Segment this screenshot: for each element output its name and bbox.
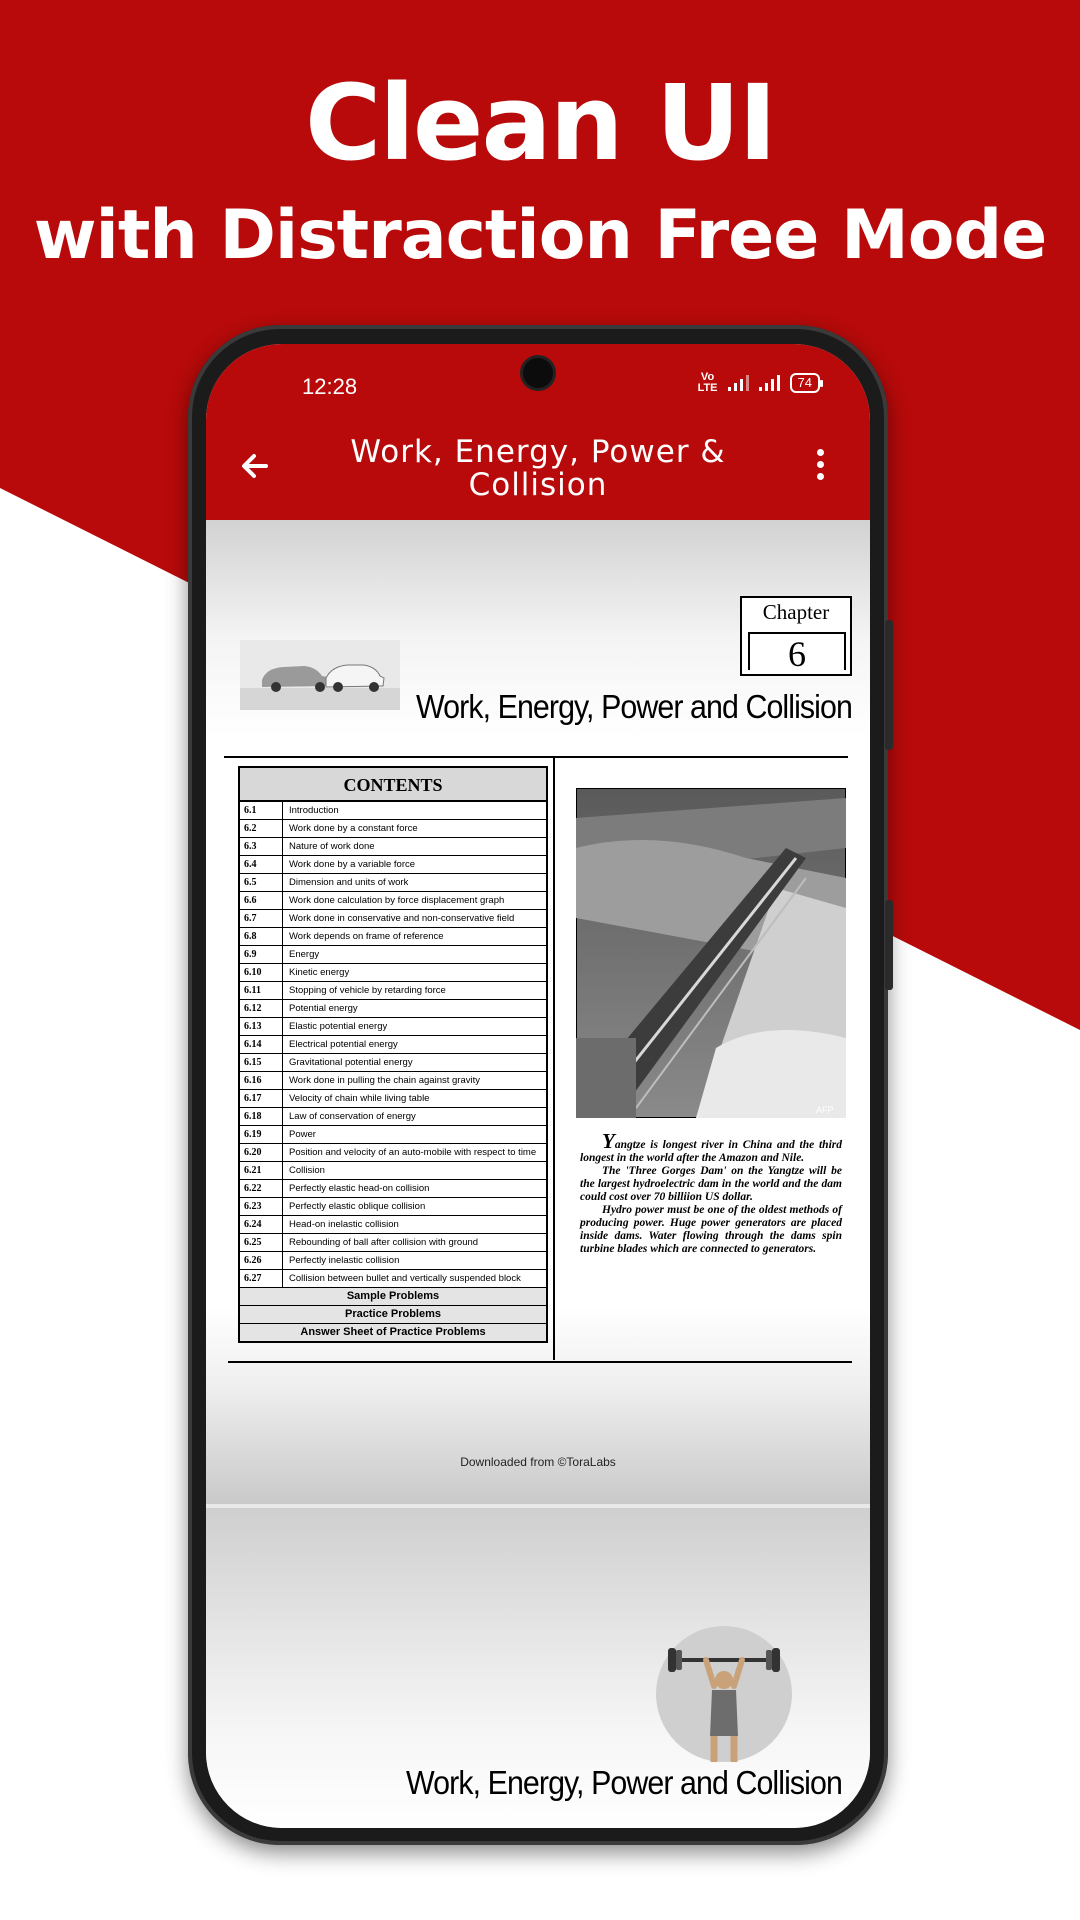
contents-heading: CONTENTS — [240, 768, 546, 802]
contents-row-text: Potential energy — [289, 1003, 358, 1014]
dam-caption — [580, 1129, 842, 1256]
contents-row — [240, 874, 546, 892]
more-vertical-icon[interactable] — [812, 446, 828, 490]
contents-row-text: Work done by a variable force — [289, 859, 416, 870]
contents-row-number: 6.26 — [240, 1252, 283, 1269]
contents-row — [240, 856, 546, 874]
contents-row-text: Work done by a constant force — [289, 823, 418, 834]
contents-row-text: Law of conservation of energy — [289, 1111, 416, 1122]
contents-row-number: 6.15 — [240, 1054, 283, 1071]
contents-row — [240, 1180, 546, 1198]
contents-row-text: Work depends on frame of reference — [289, 931, 444, 942]
contents-row — [240, 1144, 546, 1162]
contents-row-text: Collision between bullet and vertically suspended block — [289, 1273, 521, 1284]
contents-row-number: 6.16 — [240, 1072, 283, 1089]
contents-row-text: Work done calculation by force displacement graph — [289, 895, 505, 906]
chapter-label: Chapter — [762, 600, 830, 624]
contents-row-text: Gravitational potential energy — [289, 1057, 413, 1068]
contents-row-text: Power — [289, 1129, 316, 1140]
contents-footer-item: Sample Problems — [240, 1288, 546, 1306]
contents-row — [240, 982, 546, 1000]
contents-row-number: 6.8 — [240, 928, 283, 945]
download-note: Downloaded from ©ToraLabs — [460, 1455, 616, 1469]
contents-row-number: 6.4 — [240, 856, 283, 873]
contents-row-number: 6.22 — [240, 1180, 283, 1197]
contents-row — [240, 1252, 546, 1270]
car-collision-image — [240, 640, 400, 710]
contents-row-number: 6.2 — [240, 820, 283, 837]
app-bar-title: Work, Energy, Power & Collision — [350, 434, 726, 503]
contents-row-text: Collision — [289, 1165, 325, 1176]
contents-row — [240, 820, 546, 838]
contents-row-text: Introduction — [289, 805, 339, 816]
weightlifter-illustration — [654, 1624, 794, 1764]
contents-row — [240, 910, 546, 928]
back-arrow-icon[interactable] — [236, 444, 280, 488]
volte-icon: Vo LTE — [697, 371, 718, 394]
contents-row-text: Position and velocity of an auto-mobile with respect to time — [289, 1147, 537, 1158]
contents-row-number: 6.9 — [240, 946, 283, 963]
contents-row-number: 6.14 — [240, 1036, 283, 1053]
contents-table — [238, 766, 548, 1343]
contents-row — [240, 1090, 546, 1108]
contents-row-number: 6.21 — [240, 1162, 283, 1179]
contents-row — [240, 1234, 546, 1252]
contents-row-number: 6.12 — [240, 1000, 283, 1017]
promo-headline: Clean UI — [304, 62, 776, 184]
contents-footer-item: Practice Problems — [240, 1306, 546, 1324]
contents-row-number: 6.18 — [240, 1108, 283, 1125]
contents-row — [240, 1270, 546, 1288]
pdf-page-2[interactable] — [206, 1508, 870, 1828]
contents-row — [240, 1072, 546, 1090]
contents-row-text: Elastic potential energy — [289, 1021, 388, 1032]
divider-vertical — [553, 756, 555, 1360]
contents-row — [240, 928, 546, 946]
contents-row-text: Work done in pulling the chain against gravity — [289, 1075, 480, 1086]
contents-row — [240, 1000, 546, 1018]
caption-paragraph-2: The 'Three Gorges Dam' on the Yangtze will be the largest hydroelectric dam in the world and the dam could cost over 70 billiion US dollar. — [580, 1165, 842, 1203]
front-camera — [523, 358, 553, 388]
status-time: 12:28 — [302, 374, 358, 399]
contents-row-number: 6.5 — [240, 874, 283, 891]
contents-row — [240, 892, 546, 910]
contents-row-text: Stopping of vehicle by retarding force — [289, 985, 446, 996]
contents-row-number: 6.20 — [240, 1144, 283, 1161]
contents-row — [240, 1216, 546, 1234]
contents-row — [240, 838, 546, 856]
chapter-number: 6 — [748, 632, 846, 670]
contents-row — [240, 1036, 546, 1054]
caption-paragraph-1: angtze is longest river in China and the third longest in the world after the Amazon and Nile. — [580, 1139, 842, 1164]
contents-row — [240, 1018, 546, 1036]
caption-paragraph-3: Hydro power must be one of the oldest methods of producing power. Huge power generators are placed inside dams. Water flowing through the dams spin turbine blades which are connected to generators. — [580, 1204, 842, 1255]
contents-row-text: Work done in conservative and non-conservative field — [289, 913, 515, 924]
divider-top — [224, 756, 848, 758]
contents-row-number: 6.7 — [240, 910, 283, 927]
divider-bottom — [228, 1361, 852, 1363]
contents-row — [240, 802, 546, 820]
contents-row-text: Nature of work done — [289, 841, 375, 852]
phone-screen — [206, 344, 870, 1828]
chapter-title-page-2: Work, Energy, Power and Collision — [406, 1764, 842, 1801]
contents-row-text: Head-on inelastic collision — [289, 1219, 399, 1230]
pdf-page-1[interactable] — [206, 520, 870, 1504]
contents-row — [240, 1126, 546, 1144]
contents-row-number: 6.19 — [240, 1126, 283, 1143]
contents-row — [240, 1108, 546, 1126]
contents-row-text: Perfectly inelastic collision — [289, 1255, 400, 1266]
promo-subheadline: with Distraction Free Mode — [33, 196, 1047, 275]
image-credit: AFP — [816, 1105, 834, 1115]
status-icons — [698, 372, 820, 394]
contents-row-text: Rebounding of ball after collision with ground — [289, 1237, 479, 1248]
signal-icon — [728, 375, 749, 391]
contents-row-number: 6.1 — [240, 802, 283, 819]
battery-icon: 74 — [790, 373, 820, 393]
contents-row-text: Energy — [289, 949, 320, 960]
contents-row-number: 6.10 — [240, 964, 283, 981]
contents-row-number: 6.24 — [240, 1216, 283, 1233]
chapter-title: Work, Energy, Power and Collision — [416, 688, 852, 725]
chapter-box — [740, 596, 852, 676]
contents-row-text: Perfectly elastic head-on collision — [289, 1183, 430, 1194]
app-bar — [206, 344, 870, 520]
contents-row — [240, 1054, 546, 1072]
three-gorges-dam-photo — [576, 788, 846, 1118]
contents-row-number: 6.6 — [240, 892, 283, 909]
contents-row-text: Kinetic energy — [289, 967, 350, 978]
contents-row-number: 6.17 — [240, 1090, 283, 1107]
phone-volume-button — [885, 620, 893, 750]
contents-row-text: Velocity of chain while living table — [289, 1093, 430, 1104]
signal-icon-2 — [759, 375, 780, 391]
contents-row-number: 6.23 — [240, 1198, 283, 1215]
contents-row — [240, 964, 546, 982]
contents-row-text: Electrical potential energy — [289, 1039, 398, 1050]
contents-footer-item: Answer Sheet of Practice Problems — [240, 1324, 546, 1341]
contents-row-number: 6.11 — [240, 982, 283, 999]
contents-row-number: 6.25 — [240, 1234, 283, 1251]
contents-row-text: Dimension and units of work — [289, 877, 409, 888]
contents-row-number: 6.3 — [240, 838, 283, 855]
phone-power-button — [885, 900, 893, 990]
contents-row — [240, 1198, 546, 1216]
contents-row-number: 6.13 — [240, 1018, 283, 1035]
contents-row-number: 6.27 — [240, 1270, 283, 1287]
contents-row — [240, 1162, 546, 1180]
caption-dropcap: Y — [602, 1129, 615, 1153]
contents-row-text: Perfectly elastic oblique collision — [289, 1201, 426, 1212]
contents-row — [240, 946, 546, 964]
